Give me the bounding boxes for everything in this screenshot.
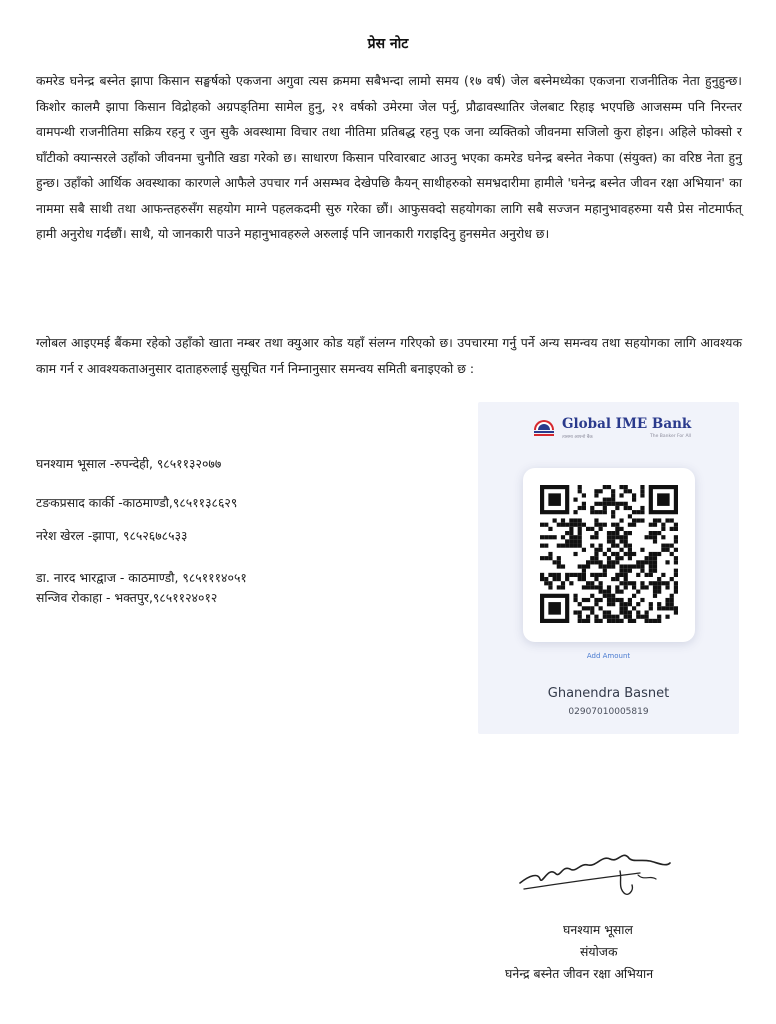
contact-item: घनश्याम भूसाल -रुपन्देही, ९८५११३२०७७ [36, 456, 222, 471]
account-number: 02907010005819 [568, 707, 649, 717]
qr-code-frame [523, 468, 695, 642]
bank-name: Global IME Bank [562, 416, 692, 432]
contact-item: सन्जिव रोकाहा - भक्तपुर,९८५११२४०१२ [36, 590, 218, 605]
account-holder-name: Ghanendra Basnet [547, 686, 670, 701]
handwritten-signature [510, 845, 680, 905]
qr-payment-card [478, 402, 739, 734]
add-amount-link[interactable]: Add Amount [586, 652, 631, 660]
contact-item: नरेश खेरल -झापा, ९८५२६७८५३३ [36, 528, 188, 543]
signatory-role: संयोजक [580, 944, 618, 959]
bank-logo [532, 414, 692, 444]
press-note-paragraph-1: कमरेड घनेन्द्र बस्नेत झापा किसान सङ्घर्षको एकजना अगुवा त्यस क्रममा सबैभन्दा लामो समय (१७ वर्ष) जेल बस्नेमध्येका एकजना राजनीतिक नेता हुनुहुन्छ। किशोर कालमै झापा किसान विद्रोहको अग्रपङ्तिमा सामेल हुनु, २१ वर्षको उमेरमा जेल पर्नु, प्रौढावस्थातिर जेलबाट रिहाइ भएपछि आजसम्म पनि निरन्तर वामपन्थी राजनीतिमा सक्रिय रहनु र जुन सुकै अवस्थामा विचार तथा नीतिमा प्रतिबद्ध रहनु एक जना व्यक्तिको जीवनमा सजिलो कुरा होइन। अहिले फोक्सो र घाँटीको क्यान्सरले उहाँको जीवनमा चुनौति खडा गरेको छ। साधारण किसान परिवारबाट आउनु भएका कमरेड घनेन्द्र बस्नेत नेकपा (संयुक्त) का वरिष्ठ नेता हुनु हुन्छ। उहाँको आर्थिक अवस्थाका कारणले आफैले उपचार गर्न असम्भव देखेपछि कैयन् साथीहरुको समभ्रदारीमा हामीले 'घनेन्द्र बस्नेत जीवन रक्षा अभियान' का नाममा सबै साथी तथा आफन्तहरुसँग सहयोग माग्ने पहलकदमी सुरु गरेका छौं। आफुसक्दो सहयोगका लागि सबै सज्जन महानुभावहरुमा यसै प्रेस नोटमार्फत् हामी अनुरोध गर्दछौं। साथै, यो जानकारी पाउने महानुभावहरुले अरुलाई पनि जानकारी गराइदिनु हुनसमेत अनुरोध छ। [36, 73, 742, 241]
qr-code-icon [540, 485, 678, 623]
contact-item: टङकप्रसाद कार्की -काठमाण्डौ,९८५११३८६२९ [36, 495, 238, 510]
signatory-organization: घनेन्द्र बस्नेत जीवन रक्षा अभियान [505, 966, 654, 981]
bank-logo-icon [532, 416, 556, 440]
bank-tagline-en: The Banker For All [650, 434, 692, 439]
press-note-paragraph-2: ग्लोबल आइएमई बैंकमा रहेको उहाँको खाता नम्बर तथा क्युआर कोड यहाँ संलग्न गरिएको छ। उपचारमा गर्नु पर्ने अन्य समन्वय तथा सहयोगका लागि आवश्यक काम गर्न र आवश्यकताअनुसार दाताहरुलाई सुसूचित गर्न निम्नानुसार समन्वय समिती बनाइएको छ : [36, 335, 742, 376]
page-title: प्रेस नोट [367, 36, 409, 52]
bank-tagline: त्यसमा आफ्नो बैंक [562, 435, 593, 440]
contact-item: डा. नारद भारद्वाज - काठमाण्डौ, ९८५१११४०५१ [36, 570, 247, 585]
signatory-name: घनश्याम भूसाल [563, 922, 633, 937]
